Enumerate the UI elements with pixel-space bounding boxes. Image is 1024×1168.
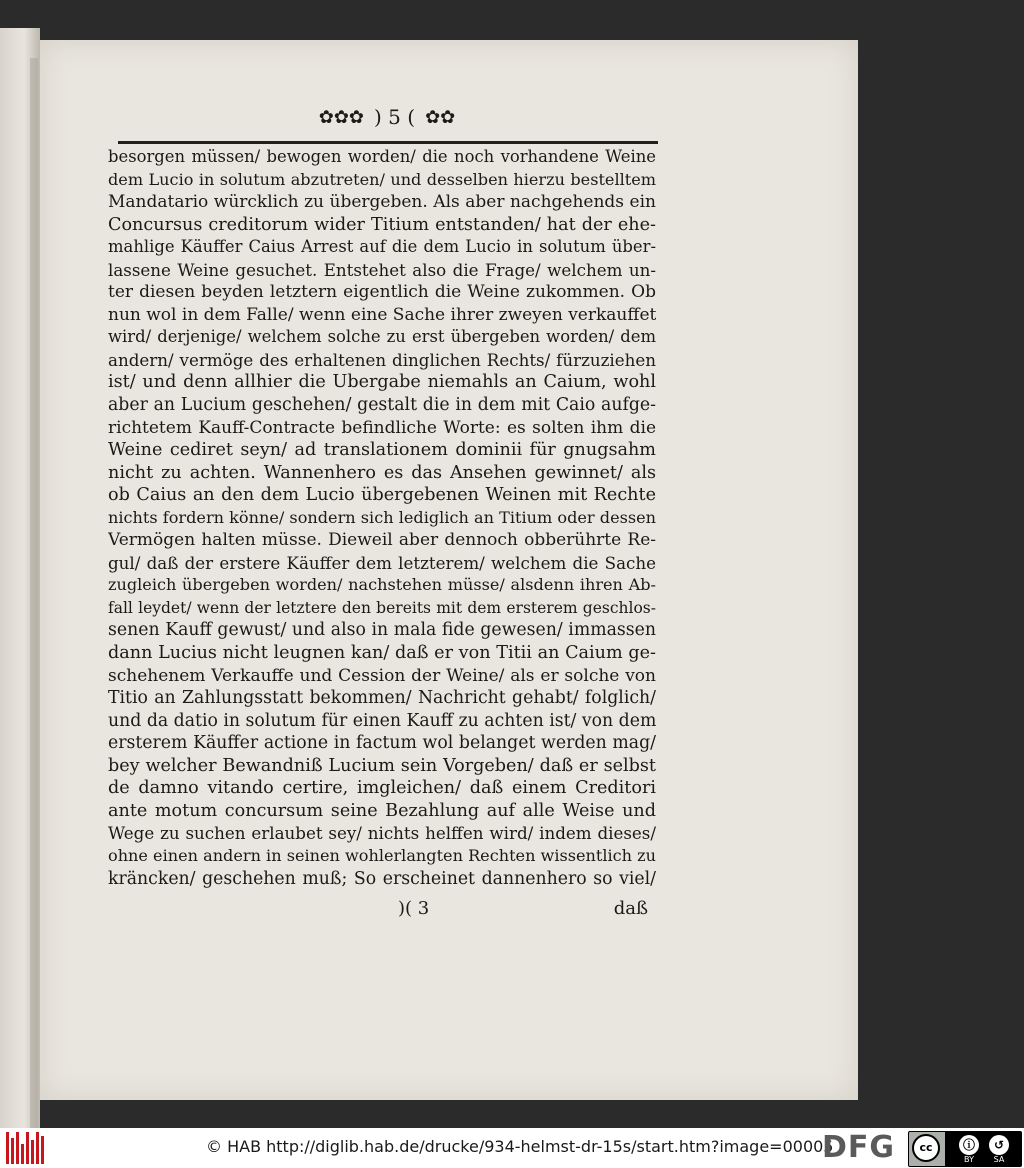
left-page-shadow bbox=[30, 58, 38, 1148]
sa-share-alike-icon: ↺ bbox=[989, 1135, 1009, 1155]
text-line: de damno vitando certire, imgleichen/ daß einem Creditori bbox=[108, 778, 656, 799]
scanned-page bbox=[40, 40, 858, 1100]
text-line: ter diesen beyden letztern eigentlich die Weine zukommen. Ob bbox=[108, 282, 656, 303]
text-line: fall leydet/ wenn der letztere den bereits mit dem ersterem geschlos- bbox=[108, 598, 656, 617]
ornament-left-icon: ✿✿✿ bbox=[318, 106, 365, 128]
text-line: mahlige Käuffer Caius Arrest auf die dem Lucio in solutum über- bbox=[108, 237, 656, 257]
text-line: ist/ und denn allhier die Ubergabe niemahls an Caium, wohl bbox=[108, 372, 656, 393]
text-line: dann Lucius nicht leugnen kan/ daß er von Titii an Caium ge- bbox=[108, 643, 656, 664]
page-number: ) 5 ( bbox=[374, 105, 416, 129]
text-line: besorgen müssen/ bewogen worden/ die noch vorhandene Weine bbox=[108, 147, 656, 166]
text-line: schehenem Verkauffe und Cession der Weine/ als er solche von bbox=[108, 665, 656, 686]
by-label: BY bbox=[964, 1155, 974, 1164]
text-line: gul/ daß der erstere Käuffer dem letzterem/ welchem die Sache bbox=[108, 552, 656, 573]
text-line: Weine cediret seyn/ ad translationem dominii für gnugsahm bbox=[108, 440, 656, 461]
text-line: aber an Lucium geschehen/ gestalt die in dem mit Caio aufge- bbox=[108, 395, 656, 416]
cc-badge-conditions bbox=[945, 1132, 1021, 1166]
cc-icon: cc bbox=[912, 1134, 940, 1162]
text-line: Concursus creditorum wider Titium entstanden/ hat der ehe- bbox=[108, 214, 656, 235]
page-footer bbox=[108, 898, 656, 924]
viewer-footer-bar bbox=[0, 1128, 1024, 1168]
body-text bbox=[108, 146, 656, 890]
text-line: ohne einen andern in seinen wohlerlangten Rechten wissentlich zu bbox=[108, 845, 656, 865]
text-line: senen Kauff gewust/ und also in mala fide gewesen/ immassen bbox=[108, 620, 656, 641]
text-line: und da datio in solutum für einen Kauff zu achten ist/ von dem bbox=[108, 710, 656, 731]
text-line: nicht zu achten. Wannenhero es das Ansehen gewinnet/ als bbox=[108, 462, 656, 483]
text-line: andern/ vermöge des erhaltenen dinglichen Rechts/ fürzuziehen bbox=[108, 349, 656, 370]
text-line: Vermögen halten müsse. Dieweil aber dennoch obberührte Re- bbox=[108, 530, 656, 551]
by-attribution-icon: ⓘ bbox=[959, 1135, 979, 1155]
cc-license-badge[interactable] bbox=[908, 1131, 1022, 1167]
text-line: kräncken/ geschehen muß; So erscheinet dannenhero so viel/ bbox=[108, 868, 656, 889]
text-line: ante motum concursum seine Bezahlung auf alle Weise und bbox=[108, 800, 656, 821]
text-line: wird/ derjenige/ welchem solche zu erst übergeben worden/ dem bbox=[108, 327, 656, 347]
page-header bbox=[118, 102, 656, 146]
text-line: nichts fordern könne/ sondern sich lediglich an Titium oder dessen bbox=[108, 507, 656, 527]
ornament-right-icon: ✿✿ bbox=[425, 106, 456, 128]
text-line: richtetem Kauff-Contracte befindliche Worte: es solten ihm die bbox=[108, 417, 656, 438]
text-line: Wege zu suchen erlaubet sey/ nichts helffen wird/ indem dieses/ bbox=[108, 823, 656, 844]
left-page-edge bbox=[0, 28, 40, 1128]
text-line: nun wol in dem Falle/ wenn eine Sache ihrer zweyen verkauffet bbox=[108, 304, 656, 325]
header-rule bbox=[118, 141, 658, 144]
dfg-logo[interactable]: DFG bbox=[822, 1130, 896, 1165]
copyright-link[interactable]: © HAB http://diglib.hab.de/drucke/934-helmst-dr-15s/start.htm?image=00005 bbox=[206, 1137, 834, 1156]
text-line: lassene Weine gesuchet. Entstehet also die Frage/ welchem un- bbox=[108, 259, 656, 280]
text-line: zugleich übergeben worden/ nachstehen müsse/ alsdenn ihren Ab- bbox=[108, 575, 656, 595]
header-ornament-group bbox=[319, 102, 455, 132]
text-line: Titio an Zahlungsstatt bekommen/ Nachricht gehabt/ folglich/ bbox=[108, 688, 656, 709]
text-line: dem Lucio in solutum abzutreten/ und desselben hierzu bestelltem bbox=[108, 169, 656, 189]
text-line: ob Caius an den dem Lucio übergebenen Weinen mit Rechte bbox=[108, 485, 656, 506]
signature-mark: )( 3 bbox=[398, 898, 430, 919]
text-line: Mandatario würcklich zu übergeben. Als aber nachgehends ein bbox=[108, 192, 656, 213]
text-line: ersterem Käuffer actione in factum wol belanget werden mag/ bbox=[108, 733, 656, 754]
catchword: daß bbox=[613, 898, 648, 919]
text-line: bey welcher Bewandniß Lucium sein Vorgeben/ daß er selbst bbox=[108, 755, 656, 776]
hab-logo-icon[interactable] bbox=[6, 1132, 46, 1164]
sa-label: SA bbox=[993, 1155, 1005, 1164]
